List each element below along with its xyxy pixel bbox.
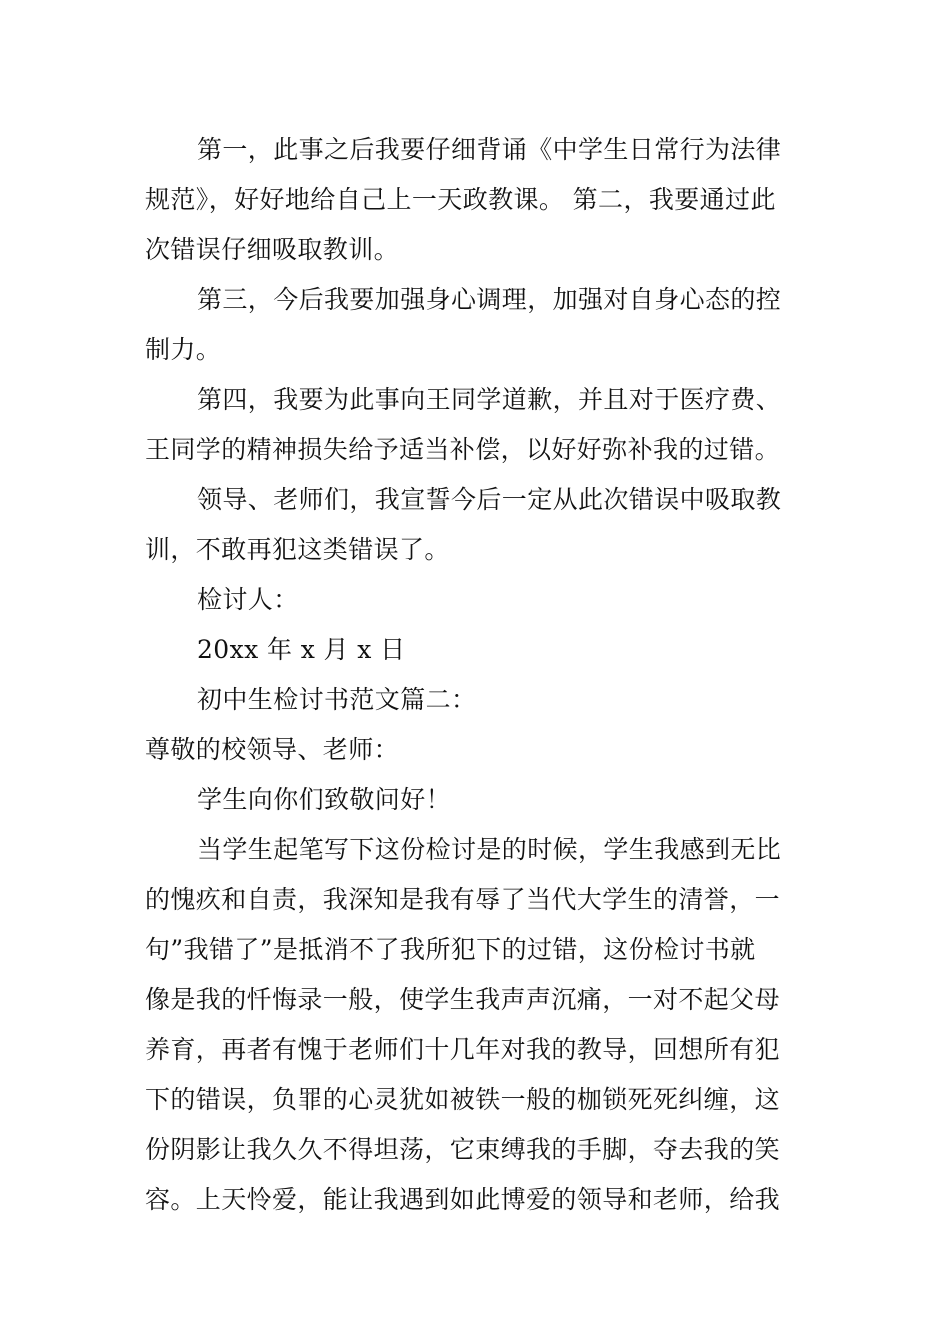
salutation: 尊敬的校领导、老师： — [145, 735, 400, 764]
signature-label: 检讨人： — [197, 585, 299, 614]
paragraph-line: 下的错误，负罪的心灵犹如被铁一般的枷锁死死纠缠，这 — [145, 1085, 781, 1114]
paragraph-line: 规范》，好好地给自己上一天政教课。 第二，我要通过此 — [145, 185, 776, 214]
paragraph-line: 像是我的忏悔录一般，使学生我声声沉痛，一对不起父母 — [145, 985, 781, 1014]
paragraph-line: 制力。 — [145, 335, 222, 364]
paragraph-line: 领导、老师们，我宣誓今后一定从此次错误中吸取教 — [197, 485, 782, 514]
paragraph-line: 句”我错了”是抵消不了我所犯下的过错，这份检讨书就 — [145, 935, 756, 964]
paragraph-line: 第一，此事之后我要仔细背诵《中学生日常行为法律 — [197, 135, 782, 164]
paragraph-line: 当学生起笔写下这份检讨是的时候，学生我感到无比 — [197, 835, 782, 864]
paragraph-line: 次错误仔细吸取教训。 — [145, 235, 400, 264]
paragraph-line: 训，不敢再犯这类错误了。 — [145, 535, 450, 564]
paragraph-line: 容。上天怜爱，能让我遇到如此博爱的领导和老师，给我 — [145, 1185, 781, 1214]
paragraph-line: 份阴影让我久久不得坦荡，它束缚我的手脚，夺去我的笑 — [145, 1135, 781, 1164]
paragraph-line: 第四，我要为此事向王同学道歉，并且对于医疗费、 — [197, 385, 782, 414]
paragraph-line: 的愧疚和自责，我深知是我有辱了当代大学生的清誉，一 — [145, 885, 781, 914]
section-title: 初中生检讨书范文篇二： — [197, 685, 477, 714]
paragraph-line: 第三，今后我要加强身心调理，加强对自身心态的控 — [197, 285, 782, 314]
paragraph-line: 王同学的精神损失给予适当补偿，以好好弥补我的过错。 — [145, 435, 781, 464]
date-line: 20xx 年 x 月 x 日 — [197, 635, 406, 664]
paragraph-line: 养育，再者有愧于老师们十几年对我的教导，回想所有犯 — [145, 1035, 781, 1064]
greeting-line: 学生向你们致敬问好！ — [197, 785, 452, 814]
